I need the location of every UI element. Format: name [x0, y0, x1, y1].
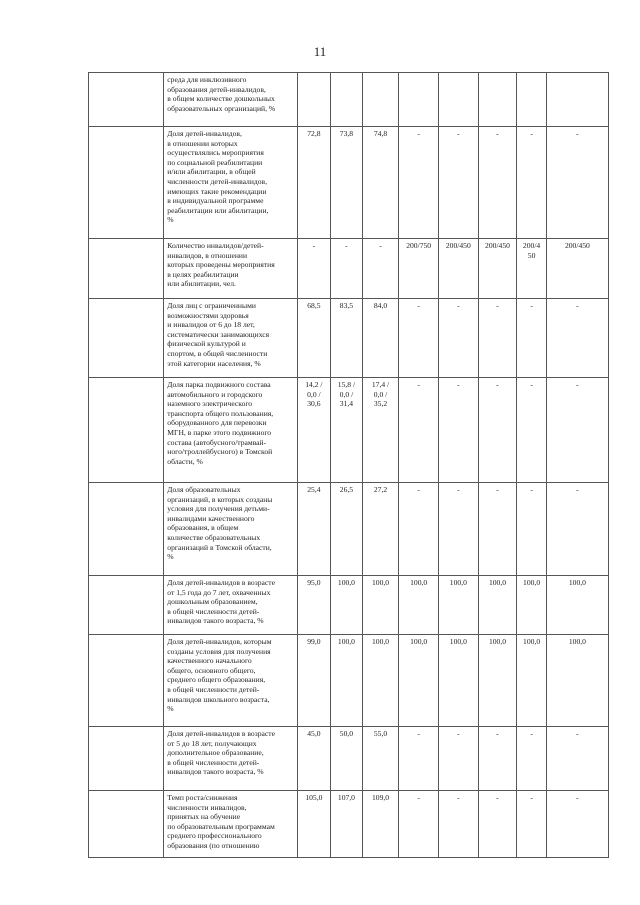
- indicator-label: Количество инвалидов/детей- инвалидов, в отношении которых проведены мероприятия в целях реабилитации или абилитации, чел.: [164, 239, 297, 299]
- value-cell: 100,0: [478, 576, 517, 635]
- value-cell: -: [478, 727, 517, 791]
- value-cell: -: [517, 791, 547, 858]
- value-cell: -: [478, 483, 517, 576]
- value-cell: 72,8: [297, 127, 331, 239]
- value-cell: 84,0: [362, 299, 399, 378]
- value-cell: 100,0: [331, 635, 363, 727]
- value-cell: 100,0: [439, 635, 479, 727]
- value-cell: -: [399, 378, 439, 483]
- value-cell: 73,8: [331, 127, 363, 239]
- table-row: [89, 378, 609, 483]
- value-cell: -: [439, 299, 479, 378]
- indicator-label: Доля детей-инвалидов в возрасте от 1,5 года до 7 лет, охваченных дошкольным образованием, в общей численности детей- инвалидов такого возраста, %: [164, 576, 297, 635]
- value-cell: -: [546, 127, 608, 239]
- value-cell: 109,0: [362, 791, 399, 858]
- value-cell: [439, 73, 479, 127]
- value-cell: -: [478, 299, 517, 378]
- value-cell: -: [399, 727, 439, 791]
- value-cell: -: [399, 791, 439, 858]
- table-row: [89, 576, 609, 635]
- page-number: 11: [313, 44, 327, 59]
- value-cell: 100,0: [478, 635, 517, 727]
- value-cell: -: [297, 239, 331, 299]
- value-cell: -: [439, 127, 479, 239]
- indicator-label: среда для инклюзивного образования детей-инвалидов, в общем количестве дошкольных образовательных организаций, %: [164, 73, 297, 127]
- indicator-label: Темп роста/снижения численности инвалидов, принятых на обучение по образовательным программам среднего профессионального образования (по отношению: [164, 791, 297, 858]
- value-cell: 100,0: [546, 576, 608, 635]
- table-row: [89, 727, 609, 791]
- value-cell: -: [478, 127, 517, 239]
- value-cell: 25,4: [297, 483, 331, 576]
- value-cell: -: [478, 791, 517, 858]
- value-cell: -: [546, 378, 608, 483]
- value-cell: 83,5: [331, 299, 363, 378]
- value-cell: -: [362, 239, 399, 299]
- table-row: [89, 239, 609, 299]
- indicator-label: Доля детей-инвалидов в возрасте от 5 до 18 лет, получающих дополнительное образование, в общей численности детей- инвалидов такого возраста, %: [164, 727, 297, 791]
- value-cell: 45,0: [297, 727, 331, 791]
- value-cell: 200/450: [439, 239, 479, 299]
- table-row: [89, 299, 609, 378]
- value-cell: 68,5: [297, 299, 331, 378]
- empty-left-cell: [89, 73, 164, 127]
- value-cell: 55,0: [362, 727, 399, 791]
- value-cell: [517, 73, 547, 127]
- indicator-label: Доля детей-инвалидов, в отношении которых осуществлялись мероприятия по социальной реабилитации и/или абилитации, в общей численности детей-инвалидов, имеющих такие рекомендации в индивидуальной программе реабилитации или абилитации, %: [164, 127, 297, 239]
- value-cell: -: [439, 727, 479, 791]
- table-row: [89, 127, 609, 239]
- value-cell: -: [546, 299, 608, 378]
- value-cell: -: [517, 378, 547, 483]
- table-row: [89, 635, 609, 727]
- empty-left-cell: [89, 239, 164, 299]
- value-cell: [399, 73, 439, 127]
- indicators-table: [88, 72, 609, 858]
- value-cell: -: [331, 239, 363, 299]
- value-cell: -: [478, 378, 517, 483]
- value-cell: 200/4 50: [517, 239, 547, 299]
- value-cell: -: [517, 299, 547, 378]
- value-cell: -: [546, 483, 608, 576]
- value-cell: 99,0: [297, 635, 331, 727]
- value-cell: -: [546, 791, 608, 858]
- value-cell: 100,0: [517, 635, 547, 727]
- value-cell: [331, 73, 363, 127]
- value-cell: -: [439, 483, 479, 576]
- value-cell: 100,0: [362, 635, 399, 727]
- empty-left-cell: [89, 635, 164, 727]
- indicator-label: Доля образовательных организаций, в которых созданы условия для получения детьми- инвалидами качественного образования, в общем количестве образовательных организаций в Томской области, %: [164, 483, 297, 576]
- value-cell: 100,0: [399, 576, 439, 635]
- value-cell: 100,0: [331, 576, 363, 635]
- value-cell: 100,0: [362, 576, 399, 635]
- value-cell: 200/450: [478, 239, 517, 299]
- value-cell: -: [439, 791, 479, 858]
- table-row: [89, 483, 609, 576]
- value-cell: 100,0: [546, 635, 608, 727]
- value-cell: 100,0: [517, 576, 547, 635]
- empty-left-cell: [89, 299, 164, 378]
- empty-left-cell: [89, 127, 164, 239]
- value-cell: [546, 73, 608, 127]
- value-cell: 100,0: [399, 635, 439, 727]
- value-cell: [362, 73, 399, 127]
- indicator-label: Доля детей-инвалидов, которым созданы условия для получения качественного начального общего, основного общего, среднего общего образования, в общей численности детей- инвалидов школьного возраста, %: [164, 635, 297, 727]
- value-cell: -: [517, 483, 547, 576]
- empty-left-cell: [89, 727, 164, 791]
- value-cell: 27,2: [362, 483, 399, 576]
- value-cell: 17,4 / 0,0 / 35,2: [362, 378, 399, 483]
- value-cell: 15,8 / 0,0 / 31,4: [331, 378, 363, 483]
- empty-left-cell: [89, 483, 164, 576]
- empty-left-cell: [89, 576, 164, 635]
- value-cell: 95,0: [297, 576, 331, 635]
- value-cell: -: [517, 727, 547, 791]
- value-cell: [478, 73, 517, 127]
- empty-left-cell: [89, 791, 164, 858]
- value-cell: -: [517, 127, 547, 239]
- value-cell: 200/750: [399, 239, 439, 299]
- value-cell: [297, 73, 331, 127]
- value-cell: 200/450: [546, 239, 608, 299]
- value-cell: 50,0: [331, 727, 363, 791]
- value-cell: -: [439, 378, 479, 483]
- value-cell: -: [399, 127, 439, 239]
- value-cell: 26,5: [331, 483, 363, 576]
- value-cell: 14,2 / 0,0 / 30,6: [297, 378, 331, 483]
- table-row: [89, 73, 609, 127]
- value-cell: 100,0: [439, 576, 479, 635]
- indicator-label: Доля лиц с ограниченными возможностями здоровья и инвалидов от 6 до 18 лет, систематически занимающихся физической культурой и спортом, в общей численности этой категории населения, %: [164, 299, 297, 378]
- indicator-label: Доля парка подвижного состава автомобильного и городского наземного электрического транспорта общего пользования, оборудованного для перевозки МГН, в парке этого подвижного состава (автобусного/трамвай- ного/троллейбусного) в Томской области, %: [164, 378, 297, 483]
- value-cell: 105,0: [297, 791, 331, 858]
- value-cell: 107,0: [331, 791, 363, 858]
- value-cell: -: [546, 727, 608, 791]
- empty-left-cell: [89, 378, 164, 483]
- value-cell: -: [399, 483, 439, 576]
- table-row: [89, 791, 609, 858]
- value-cell: -: [399, 299, 439, 378]
- value-cell: 74,8: [362, 127, 399, 239]
